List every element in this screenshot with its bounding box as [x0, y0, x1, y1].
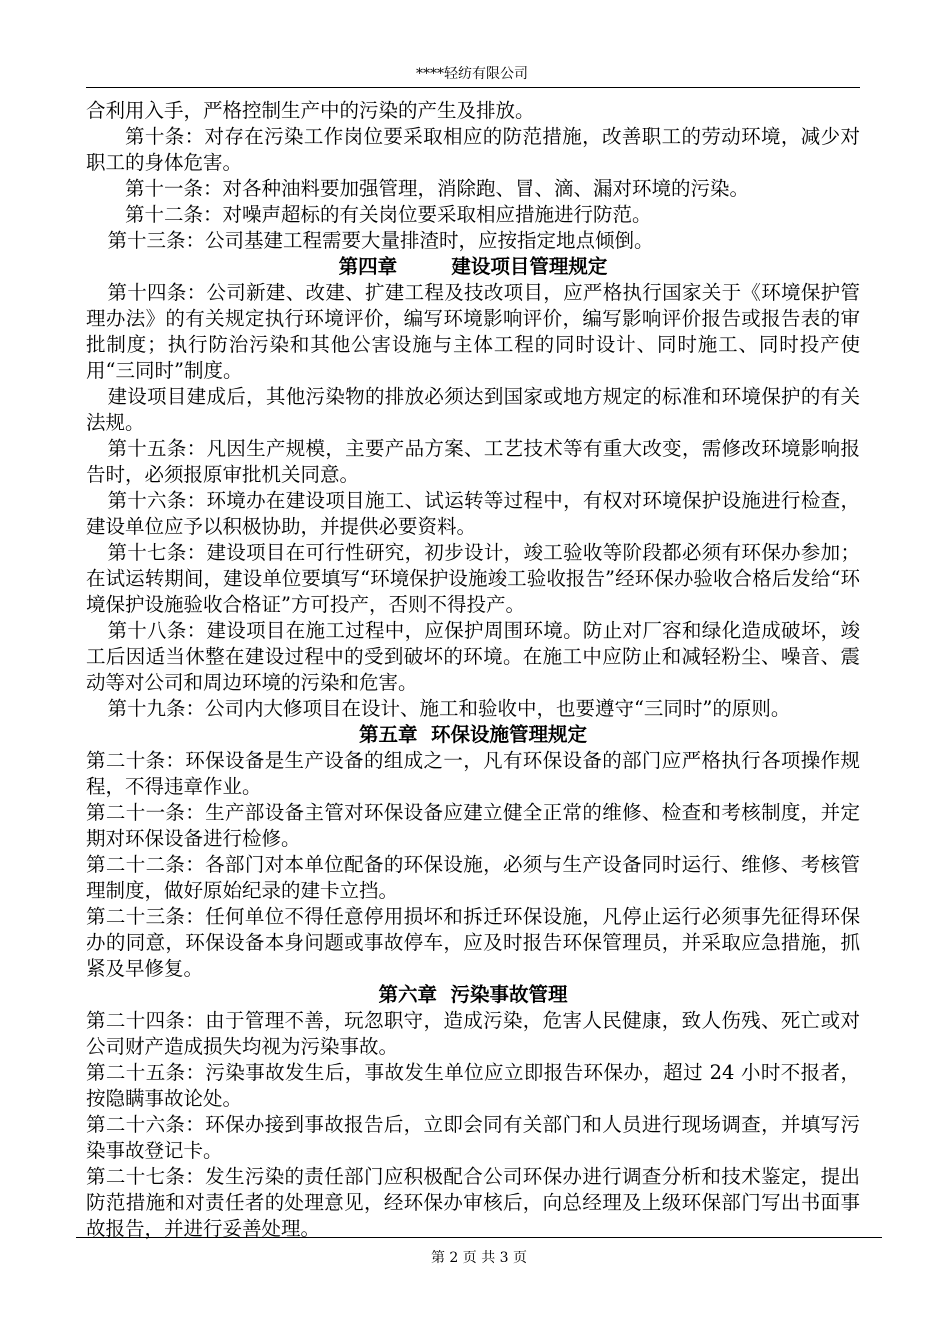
article-13: 第十三条：公司基建工程需要大量排渣时，应按指定地点倾倒。 — [107, 229, 654, 252]
article-18: 第十八条：建设项目在施工过程中，应保护周围环境。防止对厂容和绿化造成破坏，竣工后因适当休整在建设过程中的受到破坏的环境。在施工中应防止和减轻粉尘、噪音、震动等对公司和周边环境的污染和危害。 — [86, 619, 860, 694]
article-26: 第二十六条：环保办接到事故报告后，立即会同有关部门和人员进行现场调查，并填写污染事故登记卡。 — [86, 1113, 860, 1162]
article-15: 第十五条：凡因生产规模，主要产品方案、工艺技术等有重大改变，需修改环境影响报告时，必须报原审批机关同意。 — [86, 437, 860, 486]
paragraph: 合利用入手，严格控制生产中的污染的产生及排放。 — [86, 99, 535, 122]
footer-rule — [76, 1237, 882, 1238]
article-27: 第二十七条：发生污染的责任部门应积极配合公司环保办进行调查分析和技术鉴定，提出防范措施和对责任者的处理意见，经环保办审核后，向总经理及上级环保部门写出书面事故报告，并进行妥善处理。 — [86, 1165, 860, 1240]
chapter-5-heading: 第五章 环保设施管理规定 — [358, 723, 588, 746]
article-19: 第十九条：公司内大修项目在设计、施工和验收中，也要遵守“三同时”的原则。 — [107, 697, 791, 720]
article-25: 第二十五条：污染事故发生后，事故发生单位应立即报告环保办，超过 24 小时不报者，按隐瞒事故论处。 — [86, 1061, 860, 1110]
article-21: 第二十一条：生产部设备主管对环保设备应建立健全正常的维修、检查和考核制度，并定期对环保设备进行检修。 — [86, 801, 860, 850]
article-10: 第十条：对存在污染工作岗位要采取相应的防范措施，改善职工的劳动环境，减少对职工的身体危害。 — [86, 125, 860, 174]
page-footer: 第 2 页 共 3 页 — [430, 1250, 528, 1266]
article-24: 第二十四条：由于管理不善，玩忽职守，造成污染，危害人民健康，致人伤残、死亡或对公司财产造成损失均视为污染事故。 — [86, 1009, 860, 1058]
article-23: 第二十三条：任何单位不得任意停用损坏和拆迁环保设施，凡停止运行必须事先征得环保办的同意，环保设备本身问题或事故停车，应及时报告环保管理员，并采取应急措施，抓紧及早修复。 — [86, 905, 860, 980]
article-11: 第十一条：对各种油料要加强管理，消除跑、冒、滴、漏对环境的污染。 — [125, 177, 750, 200]
article-14: 第十四条：公司新建、改建、扩建工程及技改项目，应严格执行国家关于《环境保护管理办法》的有关规定执行环境评价，编写环境影响评价，编写影响评价报告或报告表的审批制度；执行防治污染和其他公害设施与主体工程的同时设计、同时施工、同时投产使用“三同时”制度。 — [86, 281, 860, 382]
page-header: ****轻纺有限公司 — [416, 66, 528, 82]
article-22: 第二十二条：各部门对本单位配备的环保设施，必须与生产设备同时运行、维修、考核管理制度，做好原始纪录的建卡立挡。 — [86, 853, 860, 902]
header-rule — [86, 87, 860, 88]
article-20: 第二十条：环保设备是生产设备的组成之一，凡有环保设备的部门应严格执行各项操作规程，不得违章作业。 — [86, 749, 860, 798]
paragraph: 建设项目建成后，其他污染物的排放必须达到国家或地方规定的标准和环境保护的有关法规。 — [86, 385, 860, 434]
article-16: 第十六条：环境办在建设项目施工、试运转等过程中，有权对环境保护设施进行检查，建设单位应予以积极协助，并提供必要资料。 — [86, 489, 860, 538]
chapter-4-heading: 第四章 建设项目管理规定 — [338, 255, 608, 278]
article-12: 第十二条：对噪声超标的有关岗位要采取相应措施进行防范。 — [125, 203, 652, 226]
chapter-6-heading: 第六章 污染事故管理 — [378, 983, 568, 1006]
article-17: 第十七条：建设项目在可行性研究，初步设计，竣工验收等阶段都必须有环保办参加；在试运转期间，建设单位要填写“环境保护设施竣工验收报告”经环保办验收合格后发给“环境保护设施验收合格证”方可投产，否则不得投产。 — [86, 541, 860, 616]
document-body — [86, 98, 860, 1242]
